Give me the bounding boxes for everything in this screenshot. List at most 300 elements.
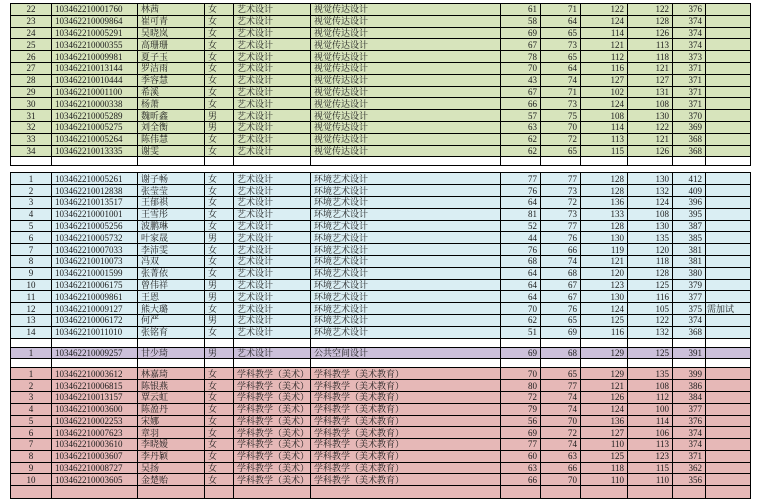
cell-exam-id: 103462210005256 [52, 220, 138, 232]
cell-total-score: 374 [673, 39, 706, 51]
cell-no: 10 [11, 279, 52, 291]
cell-gender: 女 [205, 380, 234, 392]
cell-total-score: 375 [673, 303, 706, 315]
cell-gender: 女 [205, 208, 234, 220]
cell-score-2: 70 [541, 474, 581, 486]
cell-remark [706, 145, 751, 157]
cell-remark [706, 368, 751, 380]
cell-no: 34 [11, 145, 52, 157]
cell-specialization: 视觉传达设计 [311, 39, 501, 51]
cell-score-2: 66 [541, 244, 581, 256]
cell-name: 高珊珊 [138, 39, 205, 51]
cell-no: 6 [11, 232, 52, 244]
cell-name: 吴扬 [138, 462, 205, 474]
cell-no: 5 [11, 220, 52, 232]
cell-score-4: 130 [628, 220, 673, 232]
cell-gender: 女 [205, 220, 234, 232]
cell-exam-id: 103462210013144 [52, 62, 138, 74]
cell-major: 学科教学（美术） [234, 450, 311, 462]
cell-score-3: 127 [581, 427, 628, 439]
cell-gender: 女 [205, 133, 234, 145]
cell-score-2: 72 [541, 427, 581, 439]
cell-score-1: 64 [501, 279, 541, 291]
cell-major: 艺术设计 [234, 291, 311, 303]
cell-score-3: 125 [581, 314, 628, 326]
table-row [11, 403, 751, 415]
cell-score-2: 70 [541, 415, 581, 427]
cell-name: 夏子玉 [138, 51, 205, 63]
cell-remark: 需加试 [706, 303, 751, 315]
cell-score-2: 73 [541, 98, 581, 110]
cell-remark [706, 450, 751, 462]
empty-cell [52, 359, 138, 368]
cell-total-score: 368 [673, 133, 706, 145]
empty-cell [673, 359, 706, 368]
empty-cell [673, 338, 706, 347]
cell-no: 11 [11, 291, 52, 303]
cell-remark [706, 255, 751, 267]
cell-score-4: 132 [628, 326, 673, 338]
cell-score-2: 65 [541, 314, 581, 326]
cell-exam-id: 103462210005261 [52, 173, 138, 185]
cell-score-3: 133 [581, 208, 628, 220]
cell-exam-id: 103462210009981 [52, 51, 138, 63]
cell-specialization: 视觉传达设计 [311, 98, 501, 110]
cell-score-4: 121 [628, 62, 673, 74]
empty-cell [234, 486, 311, 499]
cell-score-2: 63 [541, 450, 581, 462]
cell-score-1: 58 [501, 15, 541, 27]
cell-total-score: 368 [673, 326, 706, 338]
cell-gender: 女 [205, 255, 234, 267]
cell-score-4: 128 [628, 15, 673, 27]
cell-exam-id: 103462210005291 [52, 27, 138, 39]
cell-specialization: 学科教学（美术教育） [311, 403, 501, 415]
cell-specialization: 环境艺术设计 [311, 185, 501, 197]
cell-specialization: 环境艺术设计 [311, 303, 501, 315]
cell-specialization: 学科教学（美术教育） [311, 439, 501, 451]
cell-no: 27 [11, 62, 52, 74]
cell-score-3: 136 [581, 415, 628, 427]
cell-no: 1 [11, 368, 52, 380]
cell-specialization: 视觉传达设计 [311, 27, 501, 39]
cell-score-3: 121 [581, 39, 628, 51]
cell-major: 艺术设计 [234, 4, 311, 16]
empty-cell [501, 157, 541, 166]
cell-major: 艺术设计 [234, 326, 311, 338]
cell-gender: 男 [205, 279, 234, 291]
cell-score-2: 74 [541, 391, 581, 403]
cell-specialization: 学科教学（美术教育） [311, 415, 501, 427]
cell-specialization: 视觉传达设计 [311, 4, 501, 16]
empty-cell [234, 157, 311, 166]
cell-score-1: 78 [501, 51, 541, 63]
cell-name: 魏昕鑫 [138, 110, 205, 122]
table-row [11, 145, 751, 157]
cell-name: 李晓嫒 [138, 439, 205, 451]
cell-score-2: 69 [541, 326, 581, 338]
cell-name: 希溪 [138, 86, 205, 98]
cell-major: 艺术设计 [234, 347, 311, 359]
cell-score-1: 62 [501, 314, 541, 326]
cell-remark [706, 121, 751, 133]
cell-name: 覃云虹 [138, 391, 205, 403]
cell-total-score: 384 [673, 391, 706, 403]
cell-score-3: 124 [581, 303, 628, 315]
cell-remark [706, 39, 751, 51]
cell-name: 陈盈丹 [138, 403, 205, 415]
cell-remark [706, 27, 751, 39]
cell-specialization: 学科教学（美术教育） [311, 474, 501, 486]
cell-name: 刘全衡 [138, 121, 205, 133]
cell-remark [706, 51, 751, 63]
cell-score-2: 73 [541, 185, 581, 197]
cell-gender: 女 [205, 51, 234, 63]
cell-score-1: 80 [501, 380, 541, 392]
empty-cell [581, 359, 628, 368]
cell-major: 艺术设计 [234, 314, 311, 326]
cell-specialization: 视觉传达设计 [311, 15, 501, 27]
cell-major: 艺术设计 [234, 27, 311, 39]
cell-score-2: 74 [541, 439, 581, 451]
cell-major: 学科教学（美术） [234, 380, 311, 392]
cell-score-3: 120 [581, 267, 628, 279]
cell-total-score: 368 [673, 145, 706, 157]
cell-score-4: 112 [628, 391, 673, 403]
cell-score-1: 43 [501, 74, 541, 86]
cell-score-1: 76 [501, 244, 541, 256]
table-row [11, 196, 751, 208]
cell-total-score: 377 [673, 291, 706, 303]
cell-total-score: 387 [673, 220, 706, 232]
cell-exam-id: 103462210006172 [52, 314, 138, 326]
empty-cell [581, 486, 628, 499]
cell-major: 艺术设计 [234, 220, 311, 232]
cell-score-2: 65 [541, 51, 581, 63]
separator-row [11, 157, 751, 166]
cell-score-2: 65 [541, 368, 581, 380]
cell-name: 陈银燕 [138, 380, 205, 392]
cell-score-1: 67 [501, 86, 541, 98]
cell-exam-id: 103462210009257 [52, 347, 138, 359]
cell-score-1: 64 [501, 291, 541, 303]
cell-remark [706, 347, 751, 359]
table-row [11, 4, 751, 16]
table-row [11, 232, 751, 244]
cell-name: 杨萧 [138, 98, 205, 110]
cell-score-3: 115 [581, 145, 628, 157]
cell-gender: 男 [205, 110, 234, 122]
cell-score-3: 128 [581, 185, 628, 197]
cell-total-score: 374 [673, 27, 706, 39]
cell-major: 艺术设计 [234, 51, 311, 63]
cell-no: 13 [11, 314, 52, 326]
cell-score-1: 66 [501, 98, 541, 110]
cell-score-3: 125 [581, 450, 628, 462]
cell-specialization: 公共空间设计 [311, 347, 501, 359]
empty-cell [311, 359, 501, 368]
cell-score-4: 125 [628, 347, 673, 359]
cell-no: 30 [11, 98, 52, 110]
empty-cell [52, 157, 138, 166]
cell-specialization: 环境艺术设计 [311, 267, 501, 279]
cell-score-3: 110 [581, 439, 628, 451]
cell-remark [706, 220, 751, 232]
cell-remark [706, 74, 751, 86]
cell-gender: 男 [205, 347, 234, 359]
cell-total-score: 371 [673, 98, 706, 110]
cell-no: 25 [11, 39, 52, 51]
table-row [11, 380, 751, 392]
cell-total-score: 380 [673, 267, 706, 279]
cell-score-3: 129 [581, 347, 628, 359]
cell-total-score: 374 [673, 314, 706, 326]
cell-no: 3 [11, 196, 52, 208]
cell-remark [706, 403, 751, 415]
cell-name: 李沛雯 [138, 244, 205, 256]
cell-major: 艺术设计 [234, 244, 311, 256]
cell-score-2: 73 [541, 208, 581, 220]
cell-exam-id: 103462210008727 [52, 462, 138, 474]
cell-score-4: 123 [628, 450, 673, 462]
cell-gender: 女 [205, 74, 234, 86]
table-row [11, 244, 751, 256]
cell-score-4: 135 [628, 368, 673, 380]
empty-cell [628, 338, 673, 347]
cell-gender: 女 [205, 62, 234, 74]
cell-score-2: 66 [541, 462, 581, 474]
cell-gender: 男 [205, 232, 234, 244]
cell-exam-id: 103462210000355 [52, 39, 138, 51]
cell-major: 艺术设计 [234, 232, 311, 244]
cell-name: 林茜 [138, 4, 205, 16]
cell-gender: 男 [205, 121, 234, 133]
cell-score-1: 79 [501, 403, 541, 415]
empty-cell [205, 486, 234, 499]
cell-no: 8 [11, 255, 52, 267]
cell-exam-id: 103462210003600 [52, 403, 138, 415]
cell-major: 艺术设计 [234, 185, 311, 197]
table-row [11, 98, 751, 110]
cell-exam-id: 103462210003612 [52, 368, 138, 380]
cell-major: 艺术设计 [234, 255, 311, 267]
section-gap [11, 166, 751, 173]
cell-score-4: 122 [628, 314, 673, 326]
cell-gender: 女 [205, 27, 234, 39]
cell-score-4: 130 [628, 173, 673, 185]
cell-score-1: 62 [501, 145, 541, 157]
cell-score-1: 64 [501, 267, 541, 279]
cell-score-2: 75 [541, 110, 581, 122]
cell-score-4: 131 [628, 86, 673, 98]
cell-name: 李丹颖 [138, 450, 205, 462]
cell-remark [706, 391, 751, 403]
cell-gender: 女 [205, 303, 234, 315]
cell-remark [706, 326, 751, 338]
cell-remark [706, 86, 751, 98]
cell-name: 曾伟祥 [138, 279, 205, 291]
cell-score-3: 119 [581, 244, 628, 256]
cell-total-score: 371 [673, 62, 706, 74]
cell-specialization: 视觉传达设计 [311, 110, 501, 122]
cell-name: 王郁祺 [138, 196, 205, 208]
cell-exam-id: 103462210000338 [52, 98, 138, 110]
cell-gender: 女 [205, 474, 234, 486]
cell-major: 学科教学（美术） [234, 462, 311, 474]
cell-major: 艺术设计 [234, 303, 311, 315]
table-row [11, 185, 751, 197]
cell-specialization: 环境艺术设计 [311, 314, 501, 326]
cell-specialization: 视觉传达设计 [311, 51, 501, 63]
cell-specialization: 环境艺术设计 [311, 244, 501, 256]
table-row [11, 208, 751, 220]
cell-name: 冯双 [138, 255, 205, 267]
cell-gender: 女 [205, 196, 234, 208]
cell-score-2: 70 [541, 121, 581, 133]
cell-gender: 女 [205, 439, 234, 451]
cell-exam-id: 103462210010444 [52, 74, 138, 86]
cell-no: 5 [11, 415, 52, 427]
cell-score-2: 76 [541, 232, 581, 244]
empty-cell [628, 359, 673, 368]
empty-cell [706, 359, 751, 368]
cell-major: 艺术设计 [234, 110, 311, 122]
cell-no: 6 [11, 427, 52, 439]
table-row [11, 255, 751, 267]
cell-no: 1 [11, 173, 52, 185]
cell-specialization: 视觉传达设计 [311, 74, 501, 86]
cell-score-2: 64 [541, 62, 581, 74]
cell-score-3: 128 [581, 173, 628, 185]
cell-exam-id: 103462210012838 [52, 185, 138, 197]
empty-cell [138, 486, 205, 499]
cell-score-2: 77 [541, 173, 581, 185]
cell-score-2: 71 [541, 4, 581, 16]
cell-remark [706, 98, 751, 110]
cell-specialization: 环境艺术设计 [311, 220, 501, 232]
table-row [11, 27, 751, 39]
table-row [11, 474, 751, 486]
table-row [11, 267, 751, 279]
cell-no: 24 [11, 27, 52, 39]
cell-remark [706, 173, 751, 185]
cell-no: 3 [11, 391, 52, 403]
cell-score-3: 121 [581, 380, 628, 392]
cell-specialization: 学科教学（美术教育） [311, 462, 501, 474]
cell-name: 张铭育 [138, 326, 205, 338]
table-row [11, 62, 751, 74]
cell-score-3: 121 [581, 255, 628, 267]
cell-exam-id: 103462210009864 [52, 15, 138, 27]
empty-cell [11, 486, 52, 499]
cell-total-score: 409 [673, 185, 706, 197]
cell-name: 陈伟慧 [138, 133, 205, 145]
cell-score-1: 69 [501, 27, 541, 39]
cell-total-score: 374 [673, 439, 706, 451]
score-sheet [10, 3, 751, 499]
cell-remark [706, 208, 751, 220]
cell-remark [706, 62, 751, 74]
cell-score-4: 120 [628, 244, 673, 256]
cell-total-score: 381 [673, 255, 706, 267]
cell-gender: 女 [205, 450, 234, 462]
cell-score-4: 121 [628, 133, 673, 145]
cell-name: 波鹏琳 [138, 220, 205, 232]
cell-name: 王雪彤 [138, 208, 205, 220]
cell-no: 22 [11, 4, 52, 16]
cell-score-2: 74 [541, 74, 581, 86]
empty-cell [138, 157, 205, 166]
cell-major: 艺术设计 [234, 279, 311, 291]
table-row [11, 121, 751, 133]
cell-major: 艺术设计 [234, 208, 311, 220]
cell-remark [706, 4, 751, 16]
cell-score-3: 122 [581, 4, 628, 16]
cell-remark [706, 185, 751, 197]
cell-major: 学科教学（美术） [234, 474, 311, 486]
cell-name: 宋娜 [138, 415, 205, 427]
cell-exam-id: 103462210005264 [52, 133, 138, 145]
cell-score-3: 112 [581, 51, 628, 63]
table-row [11, 303, 751, 315]
cell-specialization: 环境艺术设计 [311, 208, 501, 220]
empty-cell [311, 486, 501, 499]
cell-remark [706, 15, 751, 27]
table-row [11, 368, 751, 380]
cell-exam-id: 103462210005289 [52, 110, 138, 122]
cell-score-2: 74 [541, 255, 581, 267]
cell-major: 学科教学（美术） [234, 415, 311, 427]
cell-gender: 女 [205, 145, 234, 157]
section-subject-teaching-fine-arts [11, 368, 751, 499]
cell-total-score: 396 [673, 196, 706, 208]
cell-score-3: 130 [581, 291, 628, 303]
cell-total-score: 373 [673, 51, 706, 63]
cell-exam-id: 103462210013335 [52, 145, 138, 157]
empty-cell [673, 486, 706, 499]
cell-major: 艺术设计 [234, 15, 311, 27]
empty-cell [541, 157, 581, 166]
cell-score-3: 127 [581, 74, 628, 86]
cell-total-score: 371 [673, 450, 706, 462]
cell-score-2: 77 [541, 220, 581, 232]
cell-no: 10 [11, 474, 52, 486]
cell-exam-id: 103462210003610 [52, 439, 138, 451]
cell-score-4: 108 [628, 208, 673, 220]
cell-gender: 女 [205, 427, 234, 439]
cell-no: 14 [11, 326, 52, 338]
cell-score-1: 56 [501, 415, 541, 427]
cell-name: 罗洁雨 [138, 62, 205, 74]
empty-cell [311, 157, 501, 166]
cell-name: 谢子畅 [138, 173, 205, 185]
cell-score-4: 105 [628, 303, 673, 315]
empty-cell [205, 157, 234, 166]
empty-cell [234, 338, 311, 347]
section-public-space-design [11, 347, 751, 368]
cell-no: 28 [11, 74, 52, 86]
cell-no: 12 [11, 303, 52, 315]
cell-specialization: 学科教学（美术教育） [311, 368, 501, 380]
cell-no: 8 [11, 450, 52, 462]
cell-score-4: 127 [628, 74, 673, 86]
cell-no: 7 [11, 439, 52, 451]
cell-major: 艺术设计 [234, 145, 311, 157]
cell-score-3: 113 [581, 133, 628, 145]
cell-score-2: 68 [541, 347, 581, 359]
table-row [11, 427, 751, 439]
cell-score-1: 64 [501, 196, 541, 208]
